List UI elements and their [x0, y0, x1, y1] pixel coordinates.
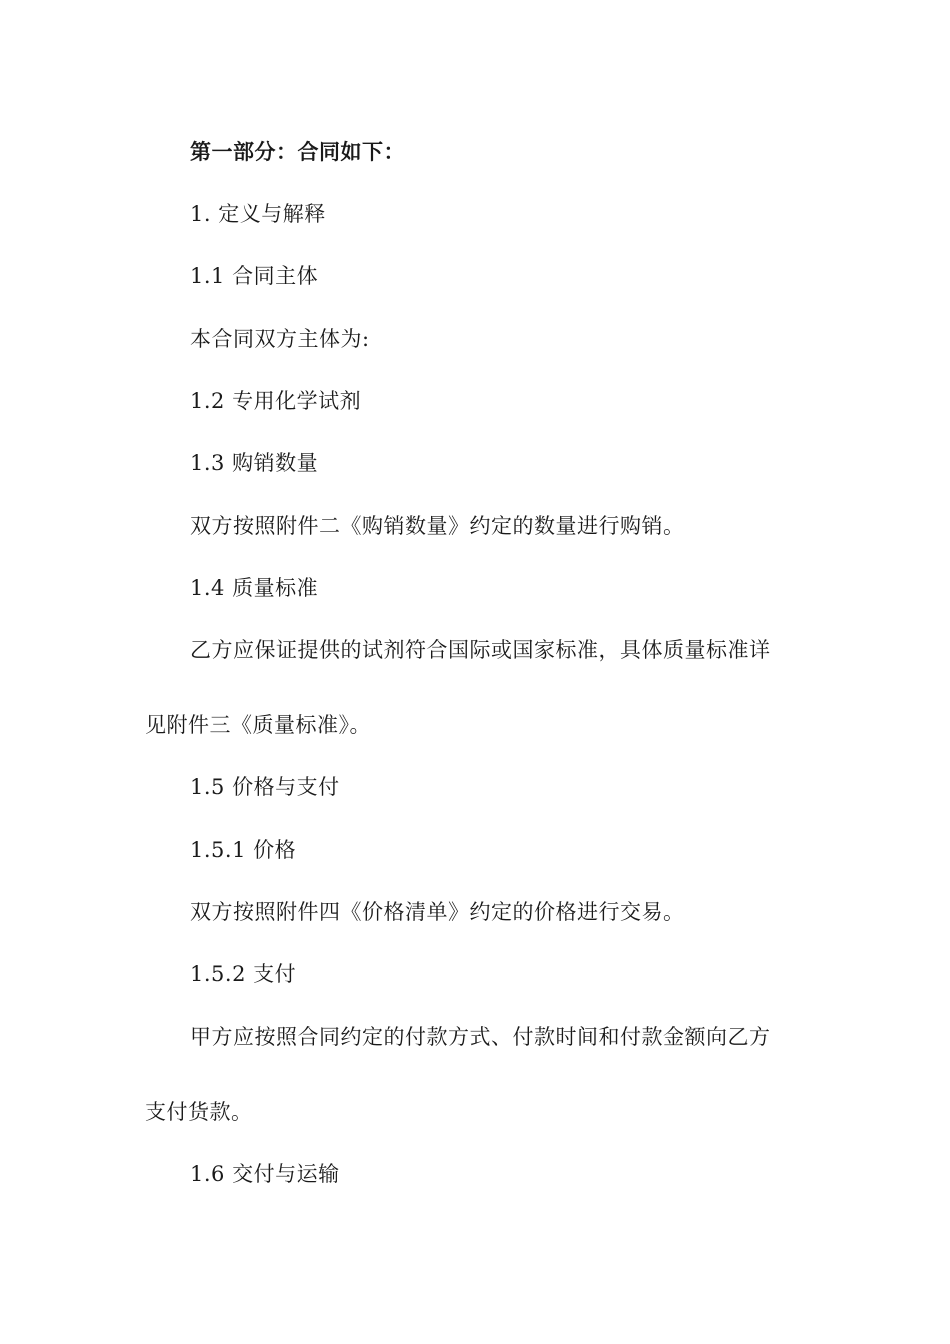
section-heading: 第一部分：合同如下： — [190, 140, 405, 164]
clause-title: 1.1 合同主体 — [190, 264, 319, 288]
paragraph-text: 双方按照附件二《购销数量》约定的数量进行购销。 — [190, 514, 685, 538]
clause-title: 1. 定义与解释 — [190, 202, 326, 226]
paragraph-text-continued: 支付货款。 — [145, 1100, 253, 1124]
paragraph-text: 双方按照附件四《价格清单》约定的价格进行交易。 — [190, 900, 685, 924]
clause-title: 1.6 交付与运输 — [190, 1162, 340, 1186]
paragraph-text: 本合同双方主体为: — [190, 327, 370, 351]
clause-title: 1.5.1 价格 — [190, 838, 297, 862]
clause-title: 1.5 价格与支付 — [190, 775, 340, 799]
clause-title: 1.3 购销数量 — [190, 451, 319, 475]
clause-title: 1.2 专用化学试剂 — [190, 389, 362, 413]
paragraph-text: 乙方应保证提供的试剂符合国际或国家标准，具体质量标准详 — [190, 638, 771, 662]
paragraph-text-continued: 见附件三《质量标准》。 — [145, 713, 371, 737]
clause-title: 1.4 质量标准 — [190, 576, 319, 600]
paragraph-text: 甲方应按照合同约定的付款方式、付款时间和付款金额向乙方 — [190, 1025, 771, 1049]
clause-title: 1.5.2 支付 — [190, 962, 297, 986]
